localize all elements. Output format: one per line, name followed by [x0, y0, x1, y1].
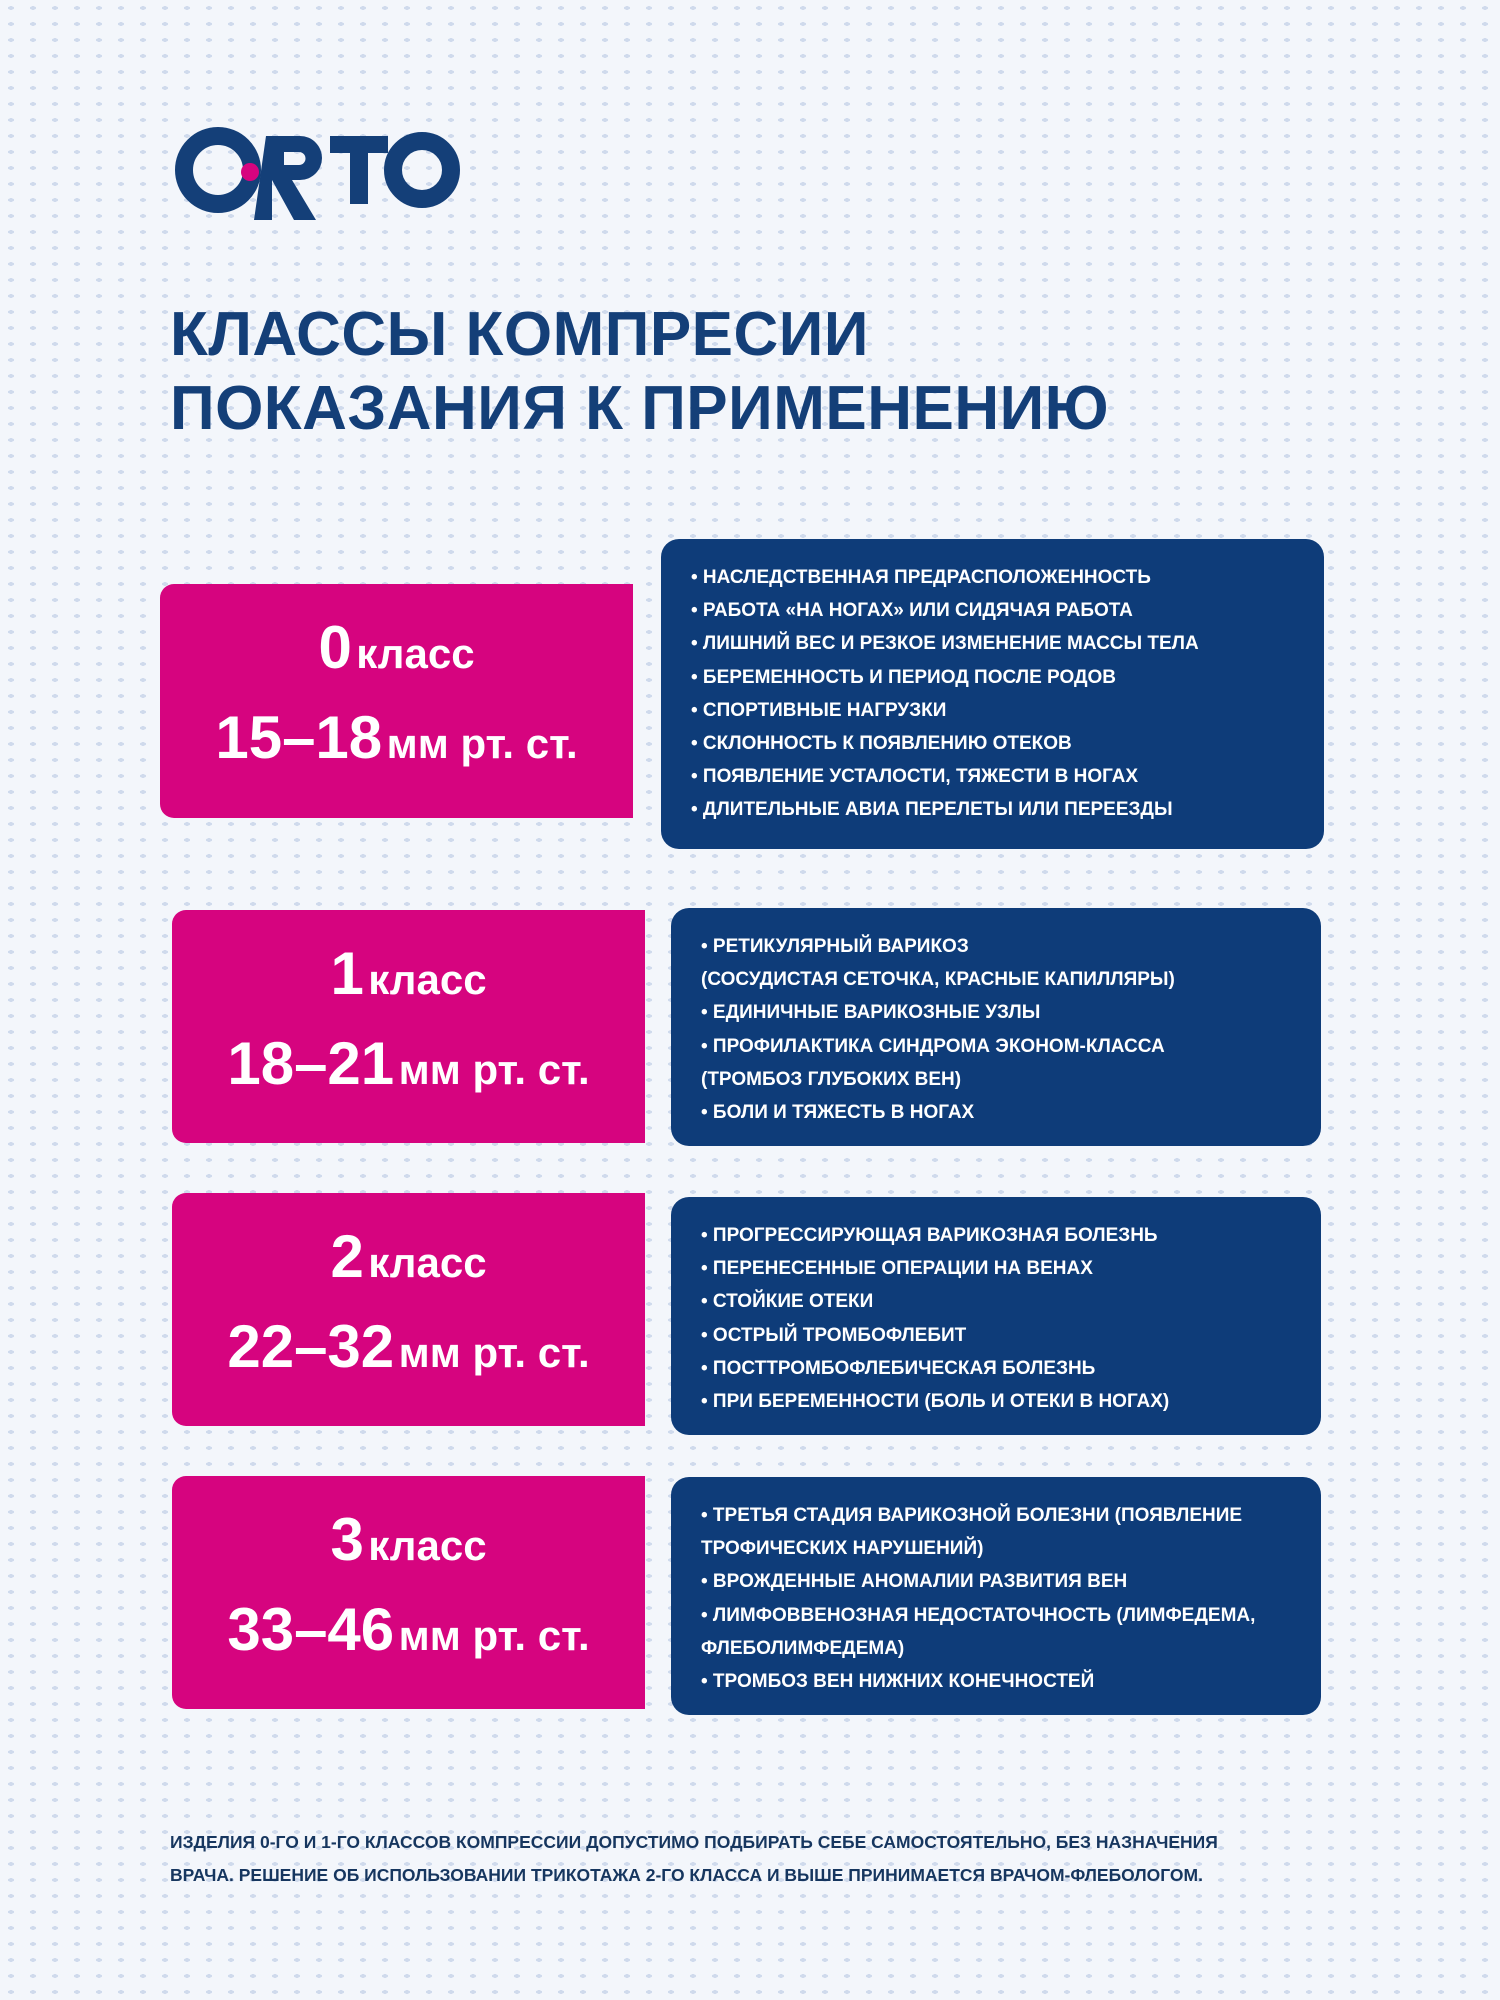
indication-item: • ТРЕТЬЯ СТАДИЯ ВАРИКОЗНОЙ БОЛЕЗНИ (ПОЯВЛЕНИЕ [701, 1505, 1243, 1526]
orto-logo [170, 120, 470, 220]
indication-item: • СТОЙКИЕ ОТЕКИ [701, 1291, 874, 1313]
indication-item: • ПЕРЕНЕСЕННЫЕ ОПЕРАЦИИ НА ВЕНАХ [701, 1258, 1093, 1280]
indication-item: • ЕДИНИЧНЫЕ ВАРИКОЗНЫЕ УЗЛЫ [701, 1002, 1041, 1024]
indication-item: (ТРОМБОЗ ГЛУБОКИХ ВЕН) [701, 1068, 962, 1090]
pressure-unit: мм рт. ст. [386, 720, 578, 767]
footnote-line-2: ВРАЧА. РЕШЕНИЕ ОБ ИСПОЛЬЗОВАНИИ ТРИКОТАЖА 2-ГО КЛАССА И ВЫШЕ ПРИНИМАЕТСЯ ВРАЧОМ-ФЛЕБОЛОГОМ. [170, 1865, 1203, 1885]
class-0-indications [661, 539, 1324, 849]
indication-item: • СПОРТИВНЫЕ НАГРУЗКИ [691, 699, 947, 721]
pressure-unit: мм рт. ст. [398, 1611, 590, 1659]
indication-item: • ПОЯВЛЕНИЕ УСТАЛОСТИ, ТЯЖЕСТИ В НОГАХ [691, 766, 1139, 788]
indication-item: • ДЛИТЕЛЬНЫЕ АВИА ПЕРЕЛЕТЫ ИЛИ ПЕРЕЕЗДЫ [691, 799, 1173, 821]
indication-item: (СОСУДИСТАЯ СЕТОЧКА, КРАСНЫЕ КАПИЛЛЯРЫ) [701, 969, 1175, 991]
indication-item: • ТРОМБОЗ ВЕН НИЖНИХ КОНЕЧНОСТЕЙ [701, 1671, 1095, 1693]
indication-item: • БЕРЕМЕННОСТЬ И ПЕРИОД ПОСЛЕ РОДОВ [691, 666, 1117, 688]
class-number: 2 [330, 1222, 364, 1290]
pressure-range: 18–21 [227, 1029, 395, 1097]
pressure-range: 22–32 [227, 1312, 395, 1380]
footnote-line-1: ИЗДЕЛИЯ 0-ГО И 1-ГО КЛАССОВ КОМПРЕССИИ ДОПУСТИМО ПОДБИРАТЬ СЕБЕ САМОСТОЯТЕЛЬНО, БЕЗ НАЗНАЧЕНИЯ [170, 1832, 1218, 1852]
indication-item: • ПРОФИЛАКТИКА СИНДРОМА ЭКОНОМ-КЛАССА [701, 1035, 1165, 1057]
indication-item: • РЕТИКУЛЯРНЫЙ ВАРИКОЗ [701, 936, 969, 957]
indication-item: • БОЛИ И ТЯЖЕСТЬ В НОГАХ [701, 1102, 975, 1124]
indication-item: • ПРИ БЕРЕМЕННОСТИ (БОЛЬ И ОТЕКИ В НОГАХ) [701, 1391, 1170, 1413]
title-line-2: ПОКАЗАНИЯ К ПРИМЕНЕНИЮ [170, 374, 1110, 443]
class-3-label [172, 1476, 645, 1709]
class-1-label [172, 910, 645, 1143]
title-line-1: КЛАССЫ КОМПРЕСИИ [170, 300, 869, 369]
class-number: 3 [330, 1505, 364, 1573]
indication-item: • ЛИШНИЙ ВЕС И РЕЗКОЕ ИЗМЕНЕНИЕ МАССЫ ТЕЛА [691, 633, 1199, 655]
class-number: 1 [330, 939, 364, 1007]
indication-item: • ОСТРЫЙ ТРОМБОФЛЕБИТ [701, 1324, 967, 1346]
indication-item: • ПОСТТРОМБОФЛЕБИЧЕСКАЯ БОЛЕЗНЬ [701, 1357, 1096, 1379]
pressure-unit: мм рт. ст. [398, 1328, 590, 1376]
indication-item: • СКЛОННОСТЬ К ПОЯВЛЕНИЮ ОТЕКОВ [691, 733, 1072, 755]
indication-item: • ВРОЖДЕННЫЕ АНОМАЛИИ РАЗВИТИЯ ВЕН [701, 1571, 1128, 1593]
indication-item: • ЛИМФОВВЕНОЗНАЯ НЕДОСТАТОЧНОСТЬ (ЛИМФЕДЕМА, [701, 1604, 1256, 1626]
class-number: 0 [318, 614, 352, 681]
class-3-indications [671, 1477, 1321, 1715]
class-2-label [172, 1193, 645, 1426]
indication-item: ФЛЕБОЛИМФЕДЕМА) [701, 1637, 905, 1659]
class-word: класс [356, 630, 475, 677]
class-word: класс [368, 1521, 487, 1569]
pressure-unit: мм рт. ст. [398, 1045, 590, 1093]
pressure-range: 33–46 [227, 1595, 395, 1663]
page-title [170, 298, 1109, 446]
class-2-indications [671, 1197, 1321, 1435]
indication-item: • РАБОТА «НА НОГАХ» ИЛИ СИДЯЧАЯ РАБОТА [691, 600, 1133, 622]
class-word: класс [368, 1238, 487, 1286]
class-1-indications [671, 908, 1321, 1146]
indication-item: • НАСЛЕДСТВЕННАЯ ПРЕДРАСПОЛОЖЕННОСТЬ [691, 567, 1151, 588]
footnote [170, 1826, 1370, 1892]
indication-item: • ПРОГРЕССИРУЮЩАЯ ВАРИКОЗНАЯ БОЛЕЗНЬ [701, 1225, 1158, 1246]
pressure-range: 15–18 [215, 704, 383, 771]
class-word: класс [368, 955, 487, 1003]
class-0-label [160, 584, 633, 818]
indication-item: ТРОФИЧЕСКИХ НАРУШЕНИЙ) [701, 1538, 984, 1560]
